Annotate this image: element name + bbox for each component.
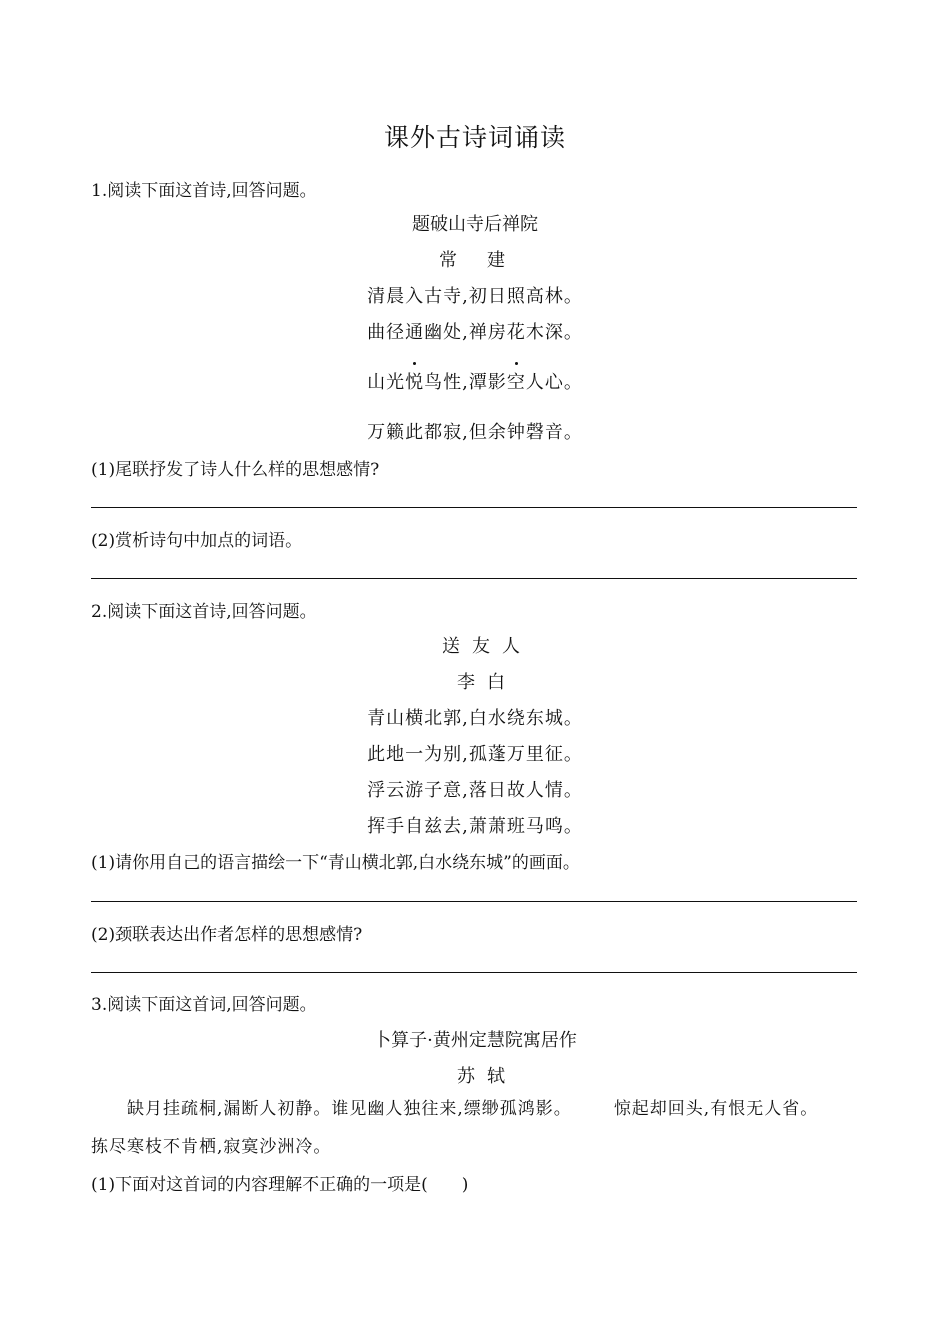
question-1-sub-1: (1)尾联抒发了诗人什么样的思想感情? — [91, 460, 380, 480]
poem-1-line-3-part-c: 鸟性,潭影 — [424, 372, 507, 393]
poem-1-author: 常 建 — [439, 250, 511, 271]
poem-1-line-3 — [0, 368, 950, 394]
question-2-prompt: 2.阅读下面这首诗,回答问题。 — [91, 602, 317, 622]
dotted-word-yue: 悦 — [405, 368, 424, 394]
answer-line[interactable] — [91, 901, 857, 902]
poem-2-author: 李白 — [457, 672, 517, 693]
poem-2-line-4: 挥手自兹去,萧萧班马鸣。 — [367, 816, 583, 837]
poem-1-line-3-part-e: 人心。 — [525, 372, 583, 393]
question-1-prompt: 1.阅读下面这首诗,回答问题。 — [91, 181, 317, 201]
poem-1-line-2: 曲径通幽处,禅房花木深。 — [367, 322, 583, 343]
page-title: 课外古诗词诵读 — [383, 123, 566, 152]
question-1-sub-2: (2)赏析诗句中加点的词语。 — [91, 531, 303, 551]
dotted-word-kong: 空 — [507, 368, 526, 394]
question-3-sub-1: (1)下面对这首词的内容理解不正确的一项是( ) — [91, 1175, 469, 1195]
poem-2-line-1: 青山横北郭,白水绕东城。 — [367, 708, 583, 729]
question-2-sub-2: (2)颈联表达出作者怎样的思想感情? — [91, 925, 363, 945]
question-2-sub-1: (1)请你用自己的语言描绘一下“青山横北郭,白水绕东城”的画面。 — [91, 853, 580, 873]
poem-3-author: 苏轼 — [457, 1066, 517, 1087]
answer-line[interactable] — [91, 578, 857, 579]
poem-3-title: 卜算子·黄州定慧院寓居作 — [373, 1030, 577, 1051]
answer-line[interactable] — [91, 507, 857, 508]
poem-2-line-2: 此地一为别,孤蓬万里征。 — [367, 744, 583, 765]
poem-2-title: 送友人 — [442, 636, 532, 657]
question-3-prompt: 3.阅读下面这首词,回答问题。 — [91, 995, 317, 1015]
poem-1-title: 题破山寺后禅院 — [412, 214, 538, 235]
poem-3-stanza-1: 缺月挂疏桐,漏断人初静。谁见幽人独往来,缥缈孤鸿影。 — [127, 1099, 572, 1119]
poem-1-line-3-part-a: 山光 — [367, 372, 406, 393]
poem-3-stanza-2b: 拣尽寒枝不肯栖,寂寞沙洲冷。 — [91, 1137, 332, 1157]
poem-1-line-1: 清晨入古寺,初日照高林。 — [367, 286, 583, 307]
poem-3-stanza-2a: 惊起却回头,有恨无人省。 — [613, 1099, 819, 1119]
poem-1-line-4: 万籁此都寂,但余钟磬音。 — [367, 422, 583, 443]
poem-3-body — [91, 1090, 861, 1166]
poem-2-line-3: 浮云游子意,落日故人情。 — [367, 780, 583, 801]
answer-line[interactable] — [91, 972, 857, 973]
